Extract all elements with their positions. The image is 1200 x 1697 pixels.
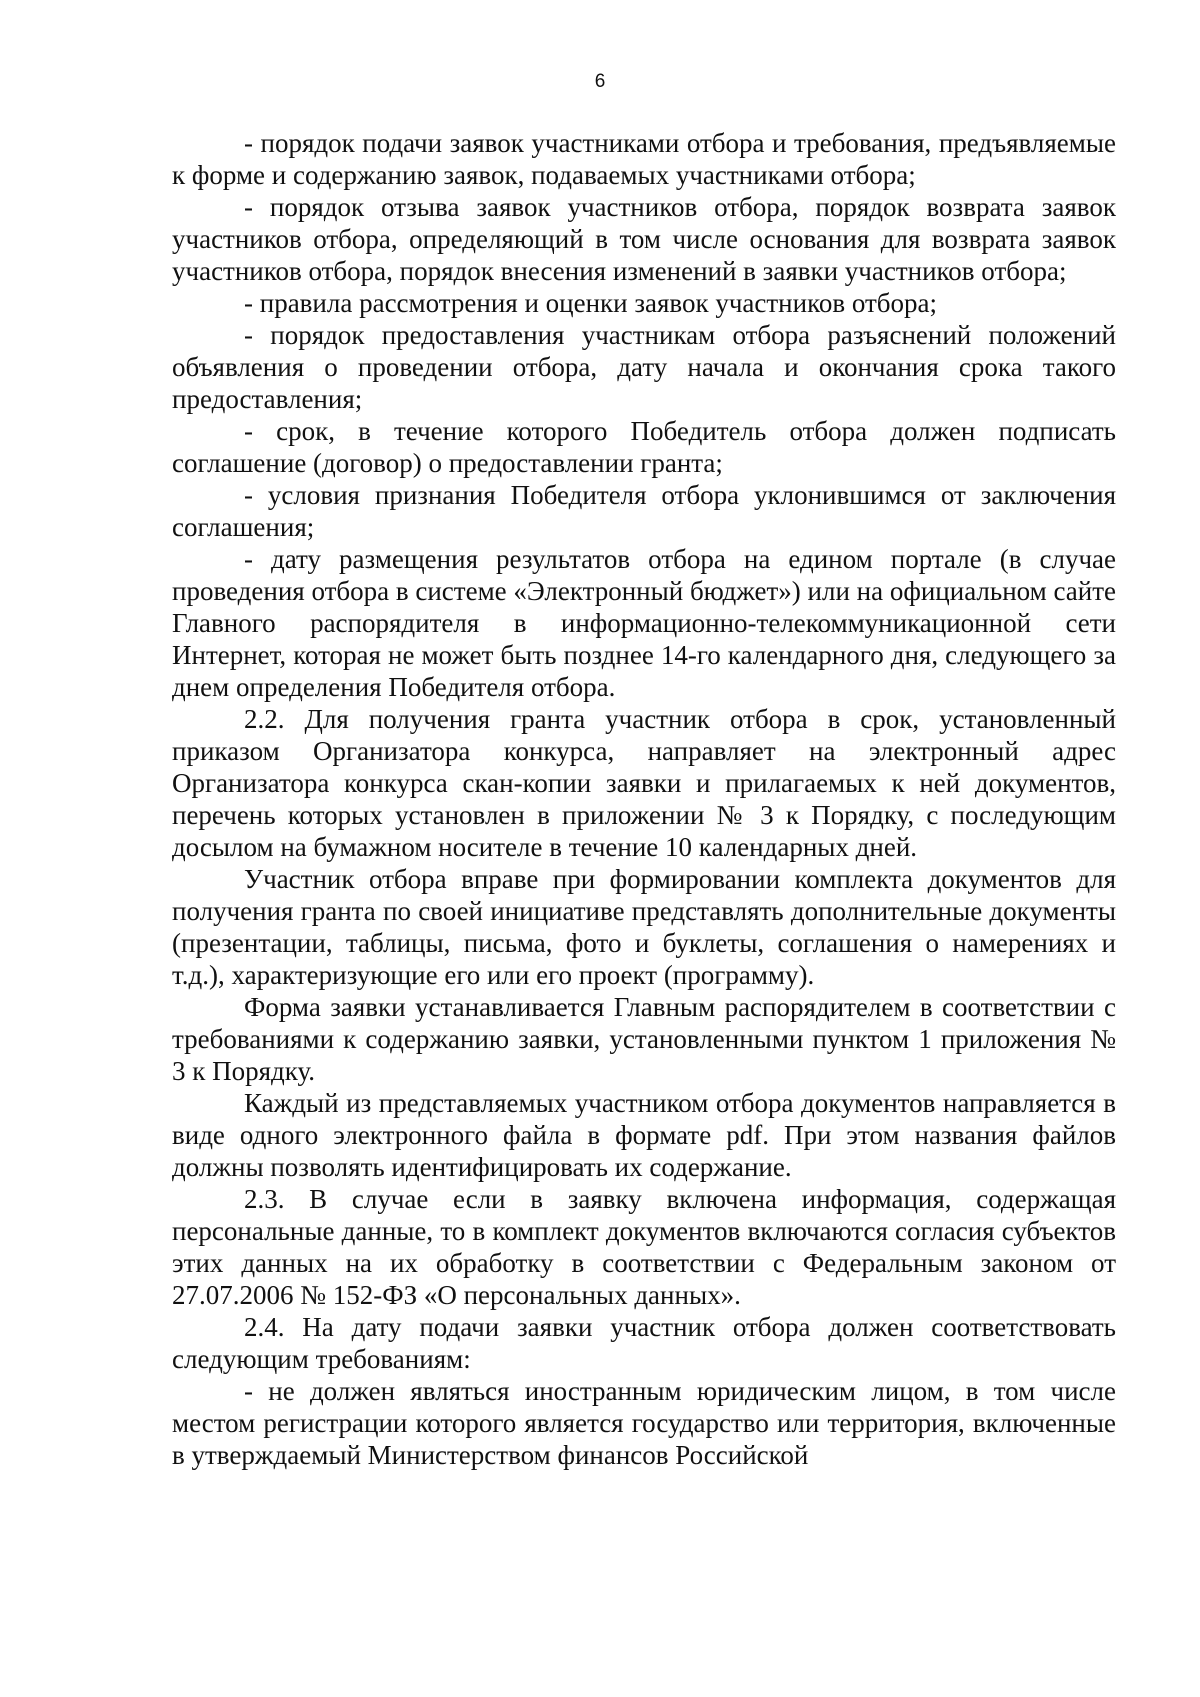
paragraph-application-form: Форма заявки устанавливается Главным распорядителем в соответствии с требованиями к содержанию заявки, установленными пунктом 1 приложения № 3 к Порядку. (172, 992, 1116, 1086)
page-number: 6 (594, 71, 606, 92)
document-body (172, 127, 1116, 1471)
paragraph-section-2-2: 2.2. Для получения гранта участник отбора в срок, установленный приказом Организатора конкурса, направляет на электронный адрес Организатора конкурса скан-копии заявки и прилагаемых к ней документов, перечень которых установлен в приложении № 3 к Порядку, с последующим досылом на бумажном носителе в течение 10 календарных дней. (172, 704, 1116, 862)
paragraph-foreign-entity-requirement: - не должен являться иностранным юридическим лицом, в том числе местом регистрации которого является государство или территория, включенные в утверждаемый Министерством финансов Российской (172, 1376, 1116, 1470)
paragraph-signing-deadline: - срок, в течение которого Победитель отбора должен подписать соглашение (договор) о предоставлении гранта; (172, 416, 1116, 478)
paragraph-evasion-conditions: - условия признания Победителя отбора уклонившимся от заключения соглашения; (172, 480, 1116, 542)
paragraph-section-2-4: 2.4. На дату подачи заявки участник отбора должен соответствовать следующим требованиям: (172, 1312, 1116, 1374)
paragraph-withdrawal-procedure: - порядок отзыва заявок участников отбора, порядок возврата заявок участников отбора, определяющий в том числе основания для возврата заявок участников отбора, порядок внесения изменений в заявки участников отбора; (172, 192, 1116, 286)
paragraph-submission-procedure: - порядок подачи заявок участниками отбора и требования, предъявляемые к форме и содержанию заявок, подаваемых участниками отбора; (172, 128, 1116, 190)
paragraph-additional-documents: Участник отбора вправе при формировании комплекта документов для получения гранта по своей инициативе представлять дополнительные документы (презентации, таблицы, письма, фото и буклеты, соглашения о намерениях и т.д.), характеризующие его или его проект (программу). (172, 864, 1116, 990)
paragraph-clarifications: - порядок предоставления участникам отбора разъяснений положений объявления о проведении отбора, дату начала и окончания срока такого предоставления; (172, 320, 1116, 414)
paragraph-review-rules: - правила рассмотрения и оценки заявок участников отбора; (244, 288, 937, 318)
paragraph-results-publication: - дату размещения результатов отбора на едином портале (в случае проведения отбора в системе «Электронный бюджет») или на официальном сайте Главного распорядителя в информационно-телекоммуникационной сети Интернет, которая не может быть позднее 14-го календарного дня, следующего за днем определения Победителя отбора. (172, 544, 1116, 702)
paragraph-pdf-files: Каждый из представляемых участником отбора документов направляется в виде одного электронного файла в формате pdf. При этом названия файлов должны позволять идентифицировать их содержание. (172, 1088, 1116, 1182)
paragraph-section-2-3: 2.3. В случае если в заявку включена информация, содержащая персональные данные, то в комплект документов включаются согласия субъектов этих данных на их обработку в соответствии с Федеральным законом от 27.07.2006 № 152-ФЗ «О персональных данных». (172, 1184, 1116, 1310)
